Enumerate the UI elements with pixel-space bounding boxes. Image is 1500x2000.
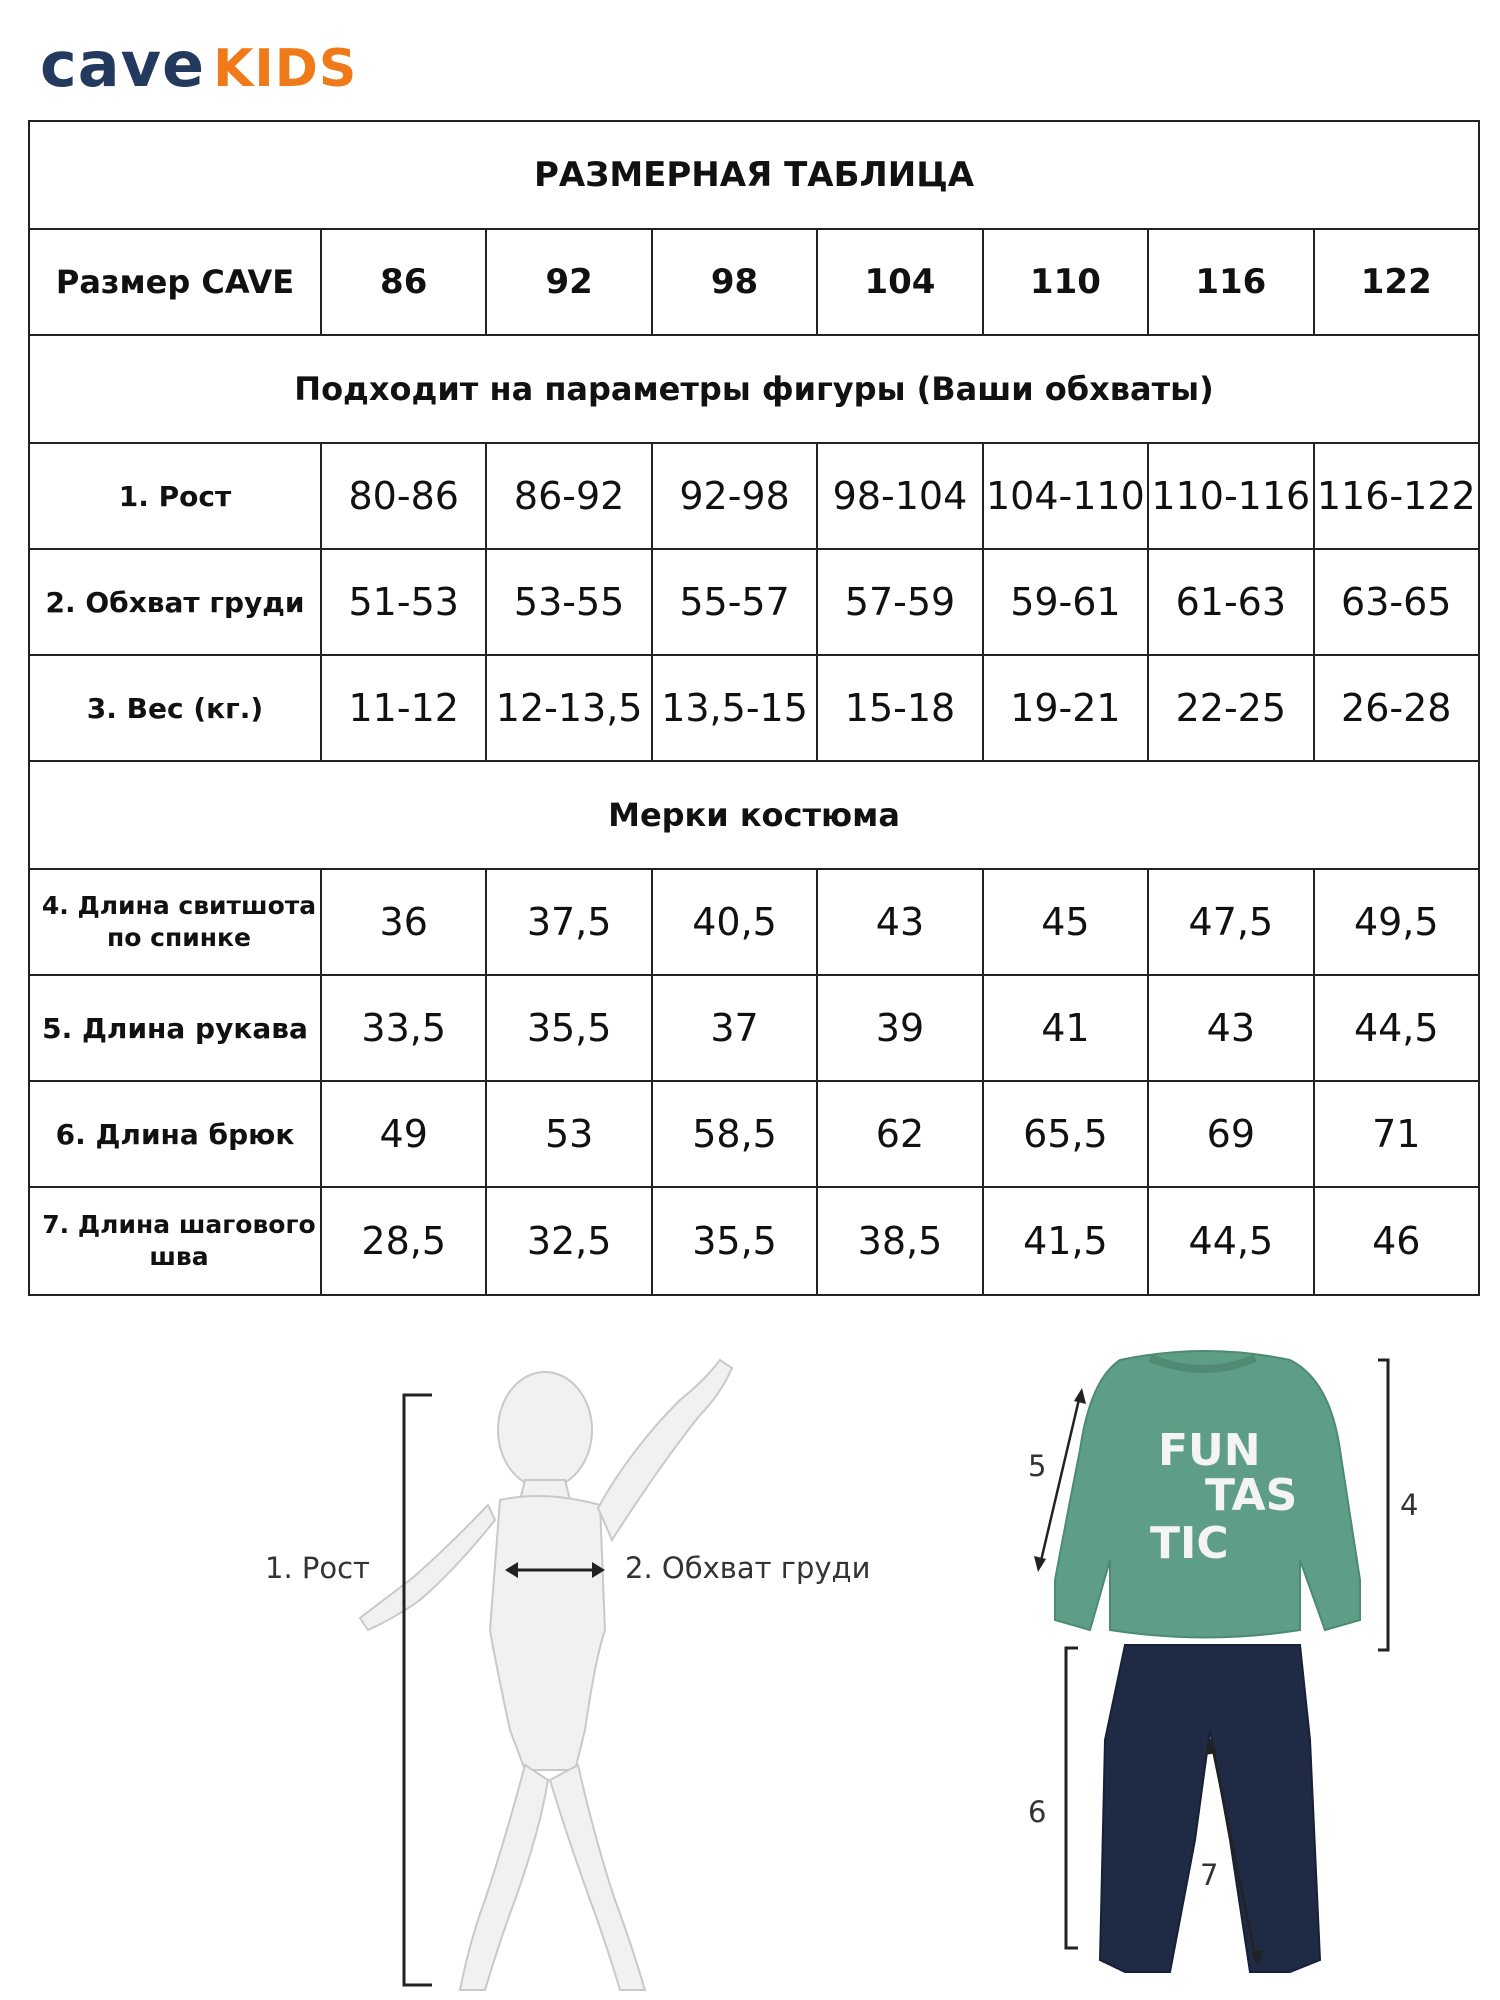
table-cell: 44,5 — [1314, 975, 1479, 1081]
table-cell: 61-63 — [1148, 549, 1313, 655]
table-cell: 13,5-15 — [652, 655, 817, 761]
table-cell: 41,5 — [983, 1187, 1148, 1295]
row-label-line2: шва — [149, 1242, 209, 1271]
size-header-cell: 104 — [817, 229, 982, 335]
measure-4-label: 4 — [1400, 1488, 1419, 1522]
height-caption: 1. Рост — [265, 1551, 370, 1585]
table-cell: 35,5 — [652, 1187, 817, 1295]
section-title-garment: Мерки костюма — [29, 761, 1479, 869]
table-cell: 71 — [1314, 1081, 1479, 1187]
table-cell: 26-28 — [1314, 655, 1479, 761]
table-cell: 15-18 — [817, 655, 982, 761]
print-line-1: FUN — [1158, 1425, 1261, 1476]
size-header-cell: 110 — [983, 229, 1148, 335]
table-cell: 62 — [817, 1081, 982, 1187]
measure-5-label: 5 — [1028, 1449, 1047, 1483]
table-cell: 69 — [1148, 1081, 1313, 1187]
table-cell: 58,5 — [652, 1081, 817, 1187]
table-cell: 45 — [983, 869, 1148, 975]
table-cell: 80-86 — [321, 443, 486, 549]
row-label: 6. Длина брюк — [29, 1081, 321, 1187]
size-label: Размер CAVE — [29, 229, 321, 335]
size-header-cell: 98 — [652, 229, 817, 335]
mannequin-figure — [360, 1360, 732, 1990]
table-cell: 44,5 — [1148, 1187, 1313, 1295]
print-line-2: TAS — [1205, 1470, 1298, 1521]
print-line-3: TIC — [1150, 1518, 1229, 1569]
table-cell: 65,5 — [983, 1081, 1148, 1187]
row-label — [29, 1187, 321, 1295]
table-cell: 37 — [652, 975, 817, 1081]
table-cell: 43 — [817, 869, 982, 975]
table-row-chest — [29, 549, 1479, 655]
table-cell: 63-65 — [1314, 549, 1479, 655]
table-cell: 104-110 — [983, 443, 1148, 549]
brand-logo — [40, 28, 357, 101]
table-cell: 43 — [1148, 975, 1313, 1081]
logo-cave-text: cave — [40, 28, 206, 101]
table-cell: 53 — [486, 1081, 651, 1187]
measure-7-label: 7 — [1200, 1858, 1219, 1892]
row-label: 3. Вес (кг.) — [29, 655, 321, 761]
row-label — [29, 869, 321, 975]
table-row-sleeve-length — [29, 975, 1479, 1081]
table-cell: 35,5 — [486, 975, 651, 1081]
size-header-row — [29, 229, 1479, 335]
section-header-row — [29, 761, 1479, 869]
section-title-body-params: Подходит на параметры фигуры (Ваши обхваты) — [29, 335, 1479, 443]
table-row-sweatshirt-length — [29, 869, 1479, 975]
measurement-illustration — [0, 1300, 1500, 2000]
table-cell: 116-122 — [1314, 443, 1479, 549]
table-row-weight — [29, 655, 1479, 761]
table-cell: 46 — [1314, 1187, 1479, 1295]
measure-6-label: 6 — [1028, 1795, 1047, 1829]
table-cell: 53-55 — [486, 549, 651, 655]
table-cell: 59-61 — [983, 549, 1148, 655]
table-cell: 38,5 — [817, 1187, 982, 1295]
table-cell: 86-92 — [486, 443, 651, 549]
table-cell: 22-25 — [1148, 655, 1313, 761]
table-cell: 37,5 — [486, 869, 651, 975]
table-title-row — [29, 121, 1479, 229]
table-cell: 92-98 — [652, 443, 817, 549]
pants-length-bracket — [1066, 1648, 1078, 1948]
size-header-cell: 86 — [321, 229, 486, 335]
table-row-pants-length — [29, 1081, 1479, 1187]
table-cell: 49 — [321, 1081, 486, 1187]
table-cell: 49,5 — [1314, 869, 1479, 975]
table-cell: 36 — [321, 869, 486, 975]
table-cell: 51-53 — [321, 549, 486, 655]
size-table — [28, 120, 1480, 1296]
table-cell: 28,5 — [321, 1187, 486, 1295]
sweatshirt-length-bracket — [1378, 1360, 1388, 1650]
table-title: РАЗМЕРНАЯ ТАБЛИЦА — [29, 121, 1479, 229]
pants-image — [1100, 1645, 1320, 1972]
height-bracket — [404, 1395, 432, 1985]
table-cell: 110-116 — [1148, 443, 1313, 549]
chest-caption: 2. Обхват груди — [625, 1551, 871, 1585]
table-cell: 41 — [983, 975, 1148, 1081]
table-row-height — [29, 443, 1479, 549]
table-cell: 19-21 — [983, 655, 1148, 761]
table-cell: 57-59 — [817, 549, 982, 655]
sweatshirt-image — [1055, 1351, 1360, 1638]
table-cell: 12-13,5 — [486, 655, 651, 761]
size-header-cell: 116 — [1148, 229, 1313, 335]
table-cell: 33,5 — [321, 975, 486, 1081]
size-header-cell: 122 — [1314, 229, 1479, 335]
table-cell: 55-57 — [652, 549, 817, 655]
logo-kids-text: KIDS — [213, 39, 358, 99]
table-cell: 11-12 — [321, 655, 486, 761]
row-label: 2. Обхват груди — [29, 549, 321, 655]
table-cell: 39 — [817, 975, 982, 1081]
row-label-line2: по спинке — [107, 923, 251, 952]
table-cell: 98-104 — [817, 443, 982, 549]
table-cell: 40,5 — [652, 869, 817, 975]
row-label-line1: 4. Длина свитшота — [41, 890, 317, 920]
row-label: 5. Длина рукава — [29, 975, 321, 1081]
row-label-line1: 7. Длина шагового — [42, 1209, 316, 1239]
size-header-cell: 92 — [486, 229, 651, 335]
table-cell: 32,5 — [486, 1187, 651, 1295]
row-label: 1. Рост — [29, 443, 321, 549]
table-cell: 47,5 — [1148, 869, 1313, 975]
table-row-inseam — [29, 1187, 1479, 1295]
section-header-row — [29, 335, 1479, 443]
